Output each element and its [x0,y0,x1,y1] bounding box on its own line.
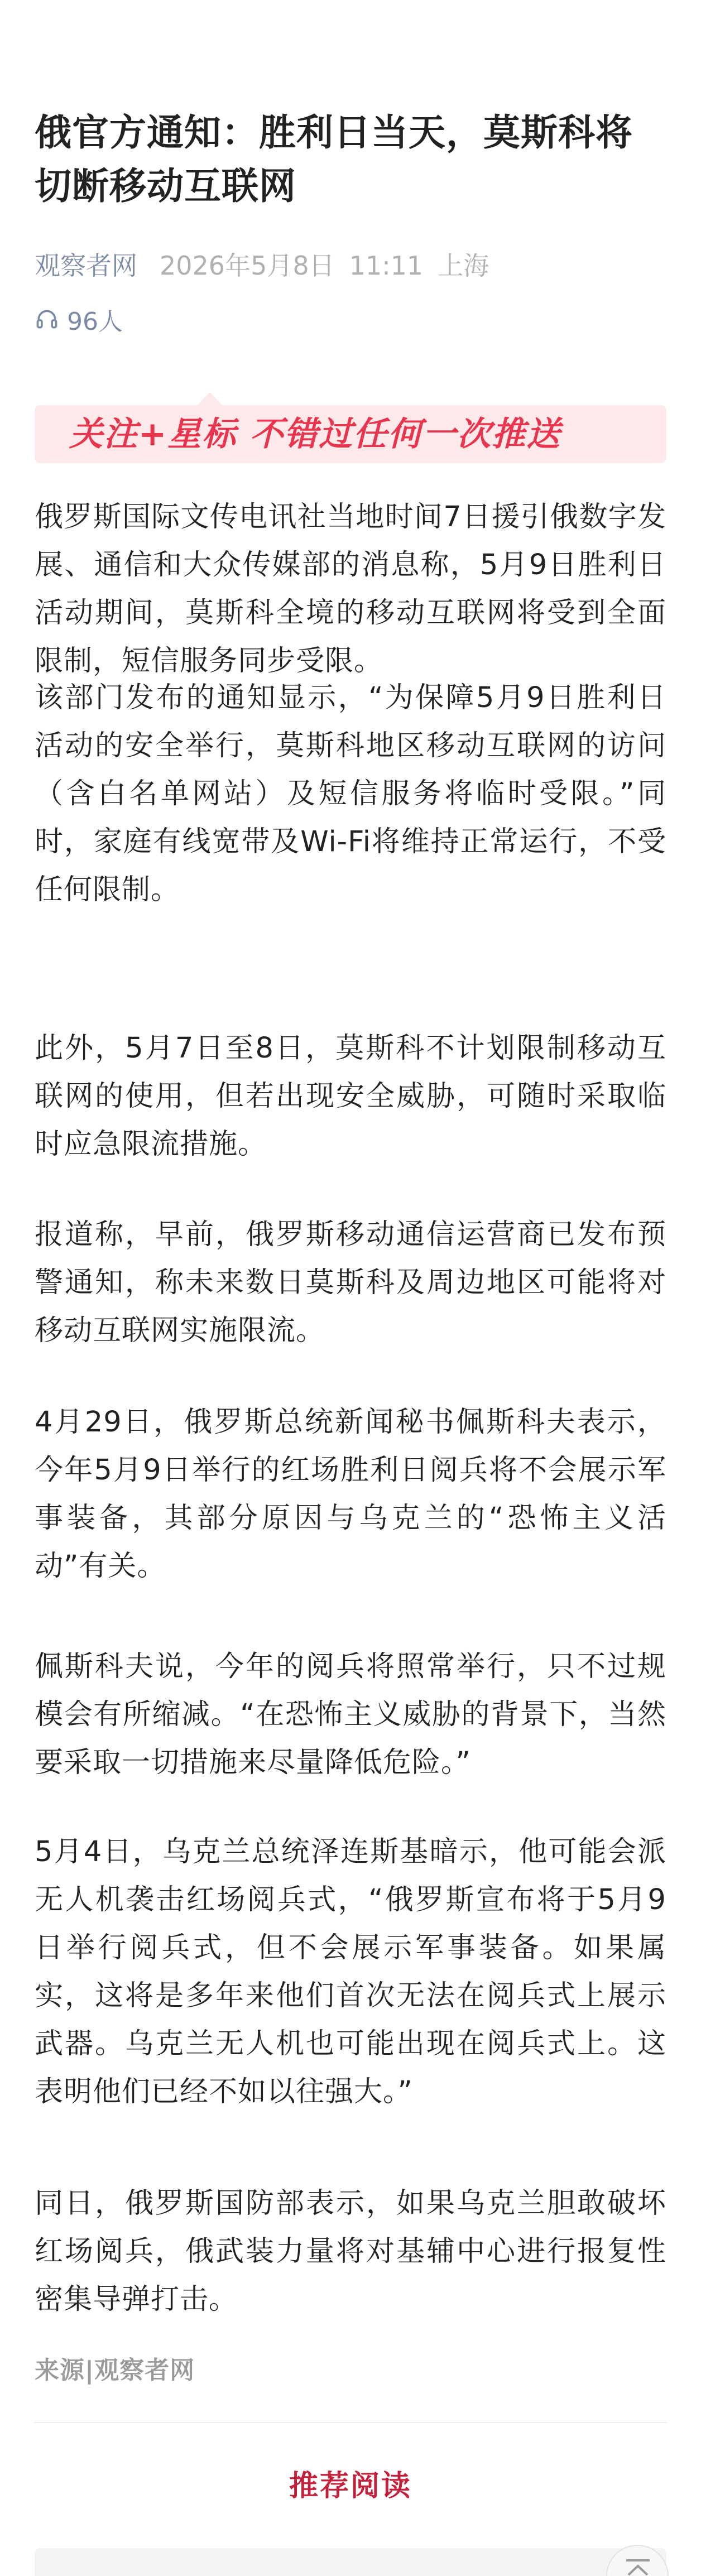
banner-pointer [198,392,222,405]
article-paragraph: 报道称，早前，俄罗斯移动通信运营商已发布预警通知，称未来数日莫斯科及周边地区可能将对移动互联网实施限流。 [35,1218,666,1347]
source-name-link[interactable]: 观察者网 [35,251,137,281]
follow-banner-text: 关注+星标 不错过任何一次推送 [69,415,561,454]
article-paragraph: 4月29日，俄罗斯总统新闻秘书佩斯科夫表示，今年5月9日举行的红场胜利日阅兵将不会展示军事装备，其部分原因与乌克兰的“恐怖主义活动”有关。 [35,1406,666,1583]
headphones-icon [35,307,59,331]
article-paragraph: 同日，俄罗斯国防部表示，如果乌克兰胆敢破坏红场阅兵，俄武装力量将对基辅中心进行报复性密集导弹打击。 [35,2187,666,2316]
article-title: 俄官方通知：胜利日当天，莫斯科将切断移动互联网 [35,111,633,208]
chevron-up-icon [624,2558,652,2576]
recommended-article-card[interactable] [35,2548,666,2576]
publish-date: 2026年5月8日 [160,251,335,281]
article-paragraph: 5月4日，乌克兰总统泽连斯基暗示，他可能会派无人机袭击红场阅兵式，“俄罗斯宣布将于5月9日举行阅兵式，但不会展示军事装备。如果属实，这将是多年来他们首次无法在阅兵式上展示武器。乌克兰无人机也可能出现在阅兵式上。这表明他们已经不如以往强大。” [35,1835,666,2108]
article-paragraph: 佩斯科夫说，今年的阅兵将照常举行，只不过规模会有所缩减。“在恐怖主义威胁的背景下，当然要采取一切措施来尽量降低危险。” [35,1650,666,1779]
listen-count-label: 96人 [67,307,123,336]
article-paragraph: 此外，5月7日至8日，莫斯科不计划限制移动互联网的使用，但若出现安全威胁，可随时采取临时应急限流措施。 [35,1032,666,1161]
publish-time: 11:11 [349,251,424,281]
article-source: 来源|观察者网 [35,2356,195,2385]
article-paragraph: 俄罗斯国际文传电讯社当地时间7日援引俄数字发展、通信和大众传媒部的消息称，5月9日胜利日活动期间，莫斯科全境的移动互联网将受到全面限制，短信服务同步受限。 [35,501,666,677]
listen-count[interactable] [35,302,123,336]
follow-banner[interactable] [35,405,666,463]
publish-location: 上海 [438,251,489,281]
article-paragraph: 该部门发布的通知显示，“为保障5月9日胜利日活动的安全举行，莫斯科地区移动互联网的访问（含白名单网站）及短信服务将临时受限。”同时，家庭有线宽带及Wi-Fi将维持正常运行，不受任何限制。 [35,681,666,906]
divider [35,2422,666,2423]
recommend-heading: 推荐阅读 [289,2469,412,2503]
article-meta [35,249,489,282]
